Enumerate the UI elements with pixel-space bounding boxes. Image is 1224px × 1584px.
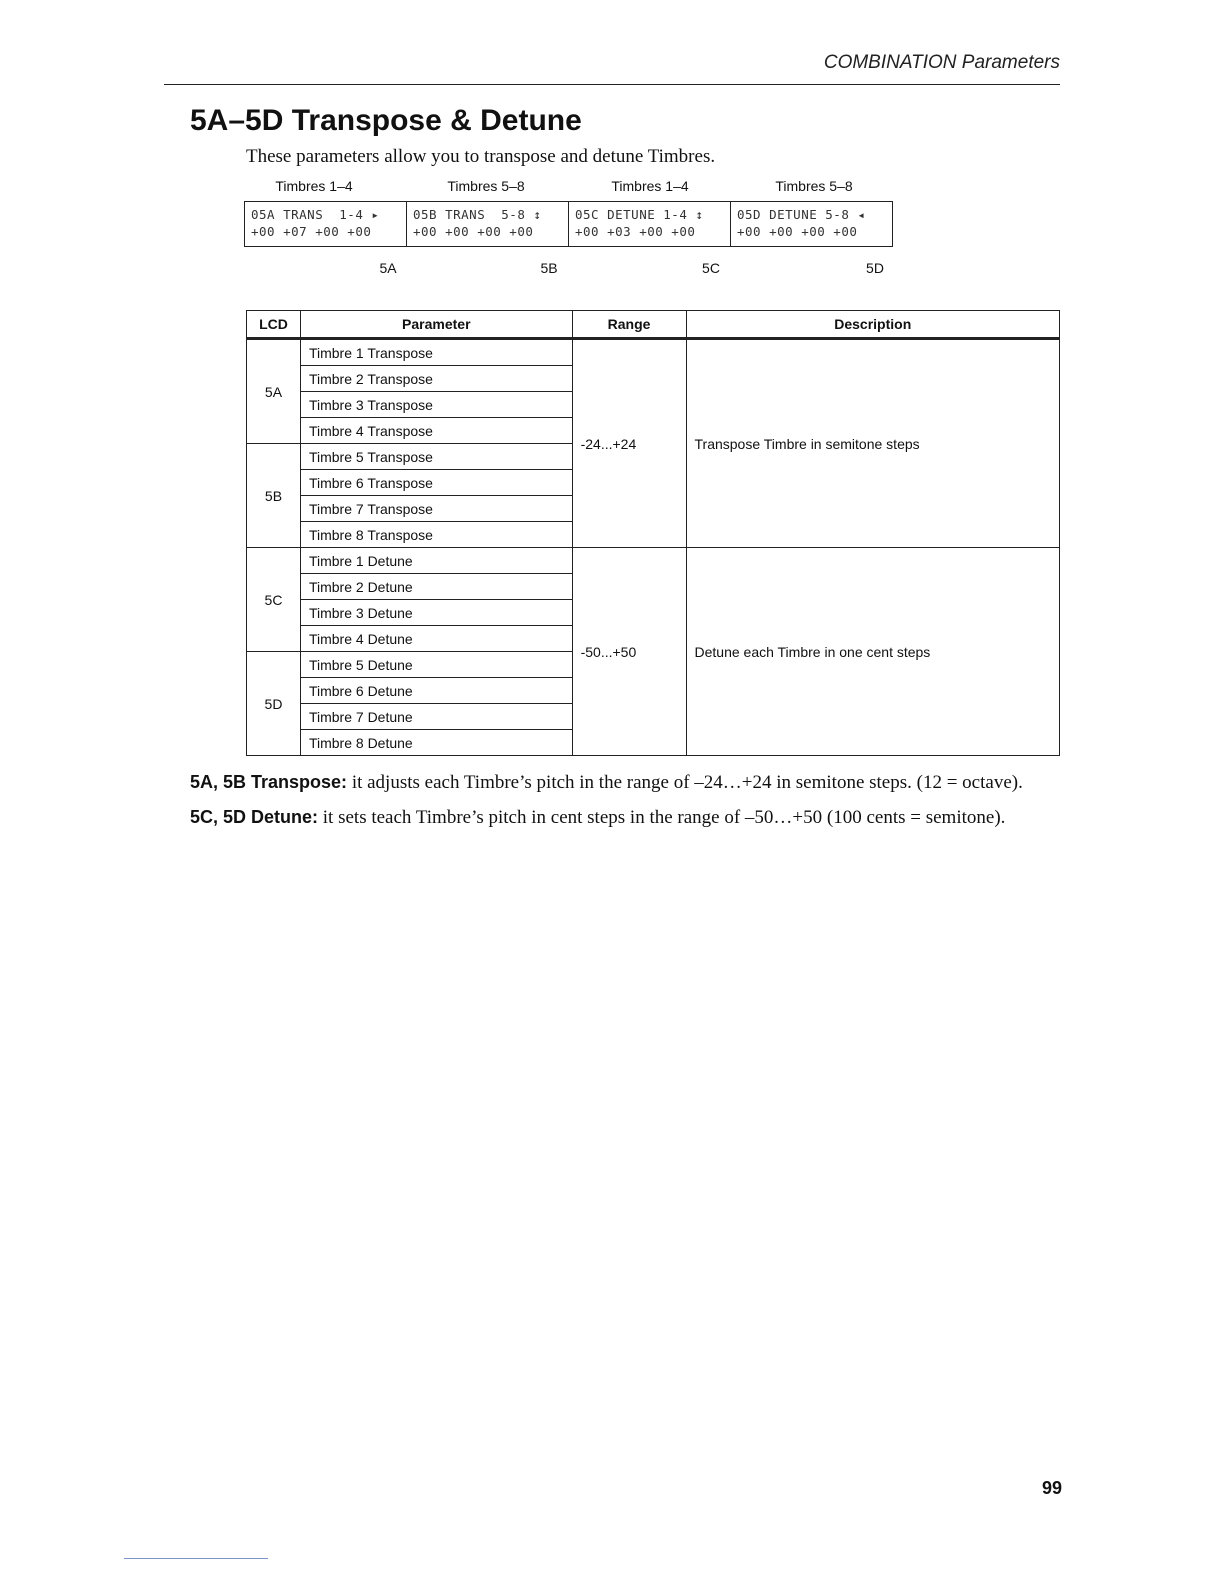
lcd-group-cell: 5B bbox=[247, 444, 301, 548]
parameter-cell: Timbre 6 Transpose bbox=[300, 470, 572, 496]
note-detune bbox=[190, 805, 1070, 830]
table-row bbox=[247, 548, 1060, 574]
parameter-cell: Timbre 6 Detune bbox=[300, 678, 572, 704]
note-transpose bbox=[190, 770, 1070, 795]
lcd-screen-5c bbox=[569, 202, 731, 246]
parameter-cell: Timbre 2 Transpose bbox=[300, 366, 572, 392]
lcd-line: +00 +07 +00 +00 bbox=[251, 224, 372, 239]
lcd-bottom-label: 5B bbox=[540, 260, 558, 276]
lcd-top-label: Timbres 5–8 bbox=[775, 178, 853, 194]
lcd-line: +00 +00 +00 +00 bbox=[737, 224, 858, 239]
lcd-group-cell: 5C bbox=[247, 548, 301, 652]
lcd-screen-strip bbox=[244, 201, 893, 247]
parameter-cell: Timbre 3 Detune bbox=[300, 600, 572, 626]
column-header-parameter: Parameter bbox=[300, 311, 572, 339]
column-header-description: Description bbox=[686, 311, 1060, 339]
lcd-top-label: Timbres 1–4 bbox=[611, 178, 689, 194]
parameter-cell: Timbre 7 Detune bbox=[300, 704, 572, 730]
note-term: 5C, 5D Detune: bbox=[190, 807, 319, 827]
lcd-group-cell: 5D bbox=[247, 652, 301, 756]
parameter-cell: Timbre 5 Detune bbox=[300, 652, 572, 678]
note-term: 5A, 5B Transpose: bbox=[190, 772, 348, 792]
section-title: 5A–5D Transpose & Detune bbox=[190, 104, 582, 137]
header-rule bbox=[164, 84, 1060, 85]
running-header: COMBINATION Parameters bbox=[823, 52, 1060, 73]
parameter-cell: Timbre 7 Transpose bbox=[300, 496, 572, 522]
lcd-top-label: Timbres 5–8 bbox=[447, 178, 525, 194]
lcd-bottom-label: 5C bbox=[702, 260, 720, 276]
lcd-line: 05A TRANS 1-4 ▸ bbox=[251, 207, 380, 222]
description-cell: Transpose Timbre in semitone steps bbox=[686, 339, 1060, 548]
parameter-cell: Timbre 5 Transpose bbox=[300, 444, 572, 470]
parameter-cell: Timbre 8 Transpose bbox=[300, 522, 572, 548]
lcd-screen-5a bbox=[245, 202, 407, 246]
lcd-line: 05D DETUNE 5-8 ◂ bbox=[737, 207, 866, 222]
page-number: 99 bbox=[1041, 1478, 1062, 1498]
table-header-row bbox=[247, 311, 1060, 339]
lcd-line: +00 +03 +00 +00 bbox=[575, 224, 696, 239]
column-header-lcd: LCD bbox=[247, 311, 301, 339]
parameter-cell: Timbre 2 Detune bbox=[300, 574, 572, 600]
parameter-cell: Timbre 4 Detune bbox=[300, 626, 572, 652]
parameter-table bbox=[246, 310, 1060, 756]
lcd-line: 05B TRANS 5-8 ↕ bbox=[413, 207, 542, 222]
parameter-cell: Timbre 3 Transpose bbox=[300, 392, 572, 418]
range-cell: -50...+50 bbox=[572, 548, 686, 756]
note-text: it adjusts each Timbre’s pitch in the range of –24…+24 in semitone steps. (12 = octave). bbox=[347, 772, 1023, 793]
range-cell: -24...+24 bbox=[572, 339, 686, 548]
table-row bbox=[247, 339, 1060, 366]
lcd-screen-5b bbox=[407, 202, 569, 246]
parameter-cell: Timbre 1 Detune bbox=[300, 548, 572, 574]
parameter-cell: Timbre 1 Transpose bbox=[300, 339, 572, 366]
lcd-bottom-label: 5A bbox=[379, 260, 397, 276]
lcd-line: 05C DETUNE 1-4 ↕ bbox=[575, 207, 704, 222]
note-text: it sets teach Timbre’s pitch in cent steps in the range of –50…+50 (100 cents = semitone). bbox=[318, 807, 1006, 828]
lcd-bottom-label: 5D bbox=[866, 260, 884, 276]
lcd-line: +00 +00 +00 +00 bbox=[413, 224, 534, 239]
lcd-group-cell: 5A bbox=[247, 339, 301, 444]
parameter-cell: Timbre 8 Detune bbox=[300, 730, 572, 756]
footer-rule bbox=[124, 1558, 268, 1559]
lcd-top-label: Timbres 1–4 bbox=[275, 178, 353, 194]
description-cell: Detune each Timbre in one cent steps bbox=[686, 548, 1060, 756]
column-header-range: Range bbox=[572, 311, 686, 339]
parameter-cell: Timbre 4 Transpose bbox=[300, 418, 572, 444]
lcd-screen-5d bbox=[731, 202, 892, 246]
intro-paragraph: These parameters allow you to transpose and detune Timbres. bbox=[246, 146, 716, 167]
parameter-notes bbox=[190, 770, 1070, 840]
